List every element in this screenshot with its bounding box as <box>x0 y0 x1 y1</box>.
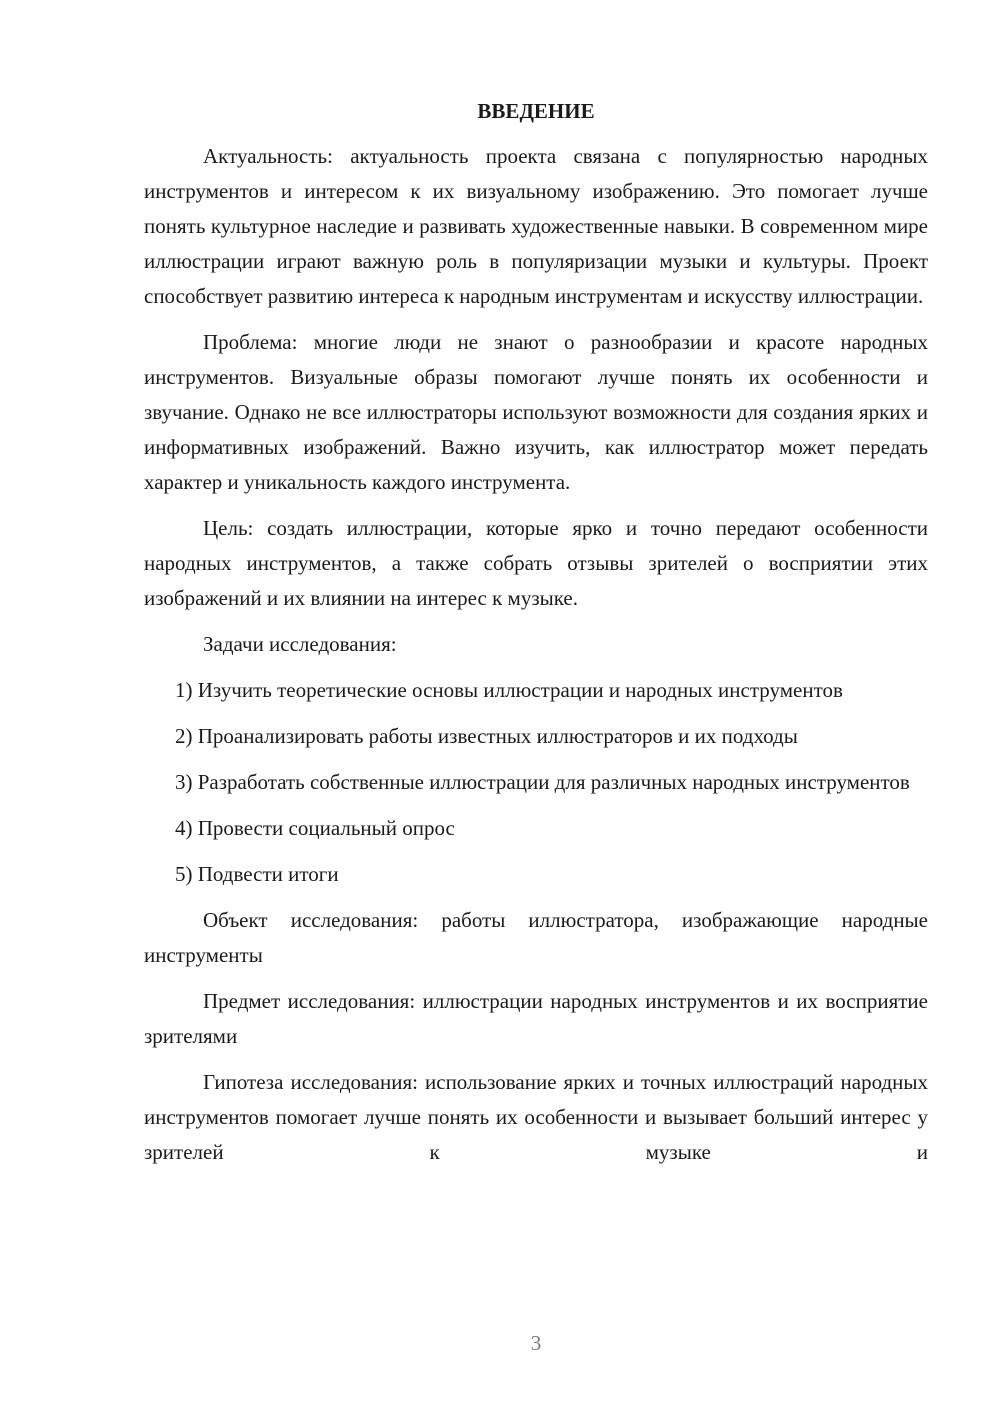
page-content <box>144 94 928 1181</box>
paragraph-relevance: Актуальность: актуальность проекта связана с популярностью народных инструментов и интересом к их визуальному изображению. Это помогает лучше понять культурное наследие и развивать художественные навыки. В современном мире иллюстрации играют важную роль в популяризации музыки и культуры. Проект способствует развитию интереса к народным инструментам и искусству иллюстрации. <box>144 144 928 308</box>
paragraph-subject: Предмет исследования: иллюстрации народных инструментов и их восприятие зрителями <box>144 989 928 1048</box>
paragraph-problem: Проблема: многие люди не знают о разнообразии и красоте народных инструментов. Визуальные образы помогают лучше понять их особенности и звучание. Однако не все иллюстраторы используют возможности для создания ярких и информативных изображений. Важно изучить, как иллюстратор может передать характер и уникальность каждого инструмента. <box>144 330 928 494</box>
task-item-1: 1) Изучить теоретические основы иллюстрации и народных инструментов <box>175 678 843 702</box>
page-number: 3 <box>530 1331 542 1355</box>
task-item-3: 3) Разработать собственные иллюстрации для различных народных инструментов <box>175 770 910 794</box>
page-title: ВВЕДЕНИЕ <box>477 99 595 123</box>
paragraph-hypothesis: Гипотеза исследования: использование ярких и точных иллюстраций народных инструментов помогает лучше понять их особенности и вызывает больший интерес у зрителей к музыке и <box>144 1070 928 1164</box>
paragraph-goal: Цель: создать иллюстрации, которые ярко и точно передают особенности народных инструментов, а также собрать отзывы зрителей о восприятии этих изображений и их влиянии на интерес к музыке. <box>144 516 928 610</box>
task-item-4: 4) Провести социальный опрос <box>175 816 455 840</box>
task-item-5: 5) Подвести итоги <box>175 862 339 886</box>
paragraph-object: Объект исследования: работы иллюстратора, изображающие народные инструменты <box>144 908 928 967</box>
paragraph-tasks-heading: Задачи исследования: <box>203 632 397 656</box>
task-item-2: 2) Проанализировать работы известных иллюстраторов и их подходы <box>175 724 798 748</box>
